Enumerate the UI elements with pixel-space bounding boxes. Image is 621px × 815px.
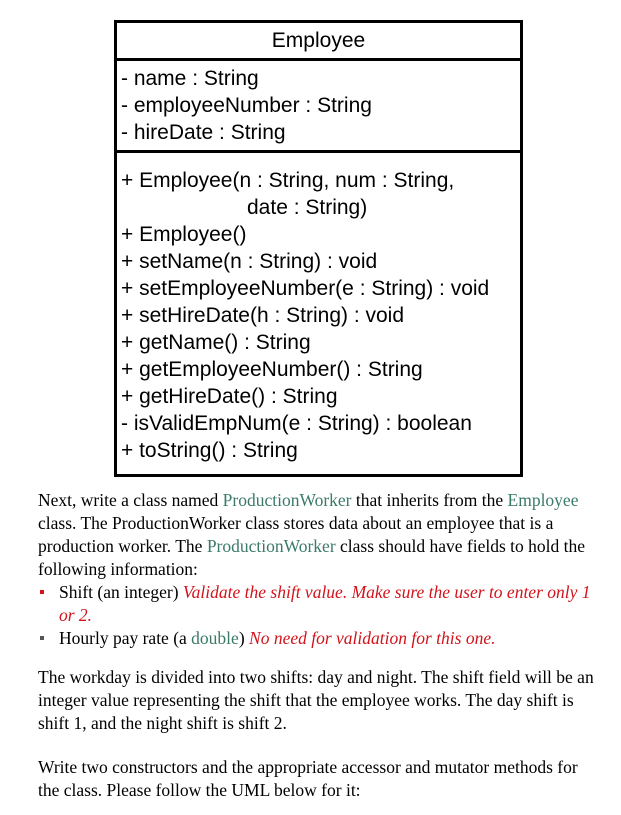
uml-class-name: Employee — [117, 23, 520, 61]
uml-field: - employeeNumber : String — [121, 94, 372, 117]
instructions-paragraph-2: The workday is divided into two shifts: day and night. The shift field will be an integer value representing the shift that the employee works. The day shift is shift 1, and the night shift is shift 2. — [38, 667, 594, 733]
uml-method: + getHireDate() : String — [121, 385, 338, 408]
uml-method: + Employee(n : String, num : String, — [121, 169, 455, 192]
uml-method: + getEmployeeNumber() : String — [121, 358, 423, 381]
bullet-icon — [40, 636, 44, 640]
list-item: Shift (an integer) Validate the shift value. Make sure the user to enter only 1 or 2. — [38, 581, 603, 627]
uml-method: - isValidEmpNum(e : String) : boolean — [121, 412, 472, 435]
uml-method: + Employee() — [121, 223, 247, 246]
intro-text: Next, write a class named ProductionWorker that inherits from the Employee class. The ProductionWorker class stores data about an employee that is a production worker. The ProductionWorker class should have fields to hold the following information: — [38, 490, 585, 579]
instructions-paragraph-1 — [38, 489, 603, 650]
uml-method: + toString() : String — [121, 439, 298, 462]
class-name-productionworker: ProductionWorker — [222, 490, 352, 510]
uml-method-continuation: date : String) — [247, 196, 368, 219]
uml-method: + setHireDate(h : String) : void — [121, 304, 405, 327]
type-double: double — [191, 628, 239, 648]
instructions-paragraph-3: Write two constructors and the appropriate accessor and mutator methods for the class. Please follow the UML below for it: — [38, 757, 578, 800]
bullet-icon — [40, 590, 44, 594]
validation-note: Validate the shift value. Make sure the user to enter only 1 or 2. — [59, 582, 591, 625]
validation-note: No need for validation for this one. — [249, 628, 496, 648]
uml-field: - hireDate : String — [121, 121, 286, 144]
uml-fields-section — [117, 61, 520, 153]
uml-methods-section — [117, 153, 520, 464]
class-name-employee: Employee — [507, 490, 579, 510]
uml-method: + setName(n : String) : void — [121, 250, 378, 273]
uml-method: + setEmployeeNumber(e : String) : void — [121, 277, 490, 300]
uml-method: + getName() : String — [121, 331, 311, 354]
class-name-productionworker: ProductionWorker — [206, 536, 336, 556]
field-list — [38, 581, 603, 650]
list-item: Hourly pay rate (a double) No need for validation for this one. — [38, 627, 603, 650]
uml-class-diagram — [114, 20, 523, 477]
uml-field: - name : String — [121, 67, 259, 90]
